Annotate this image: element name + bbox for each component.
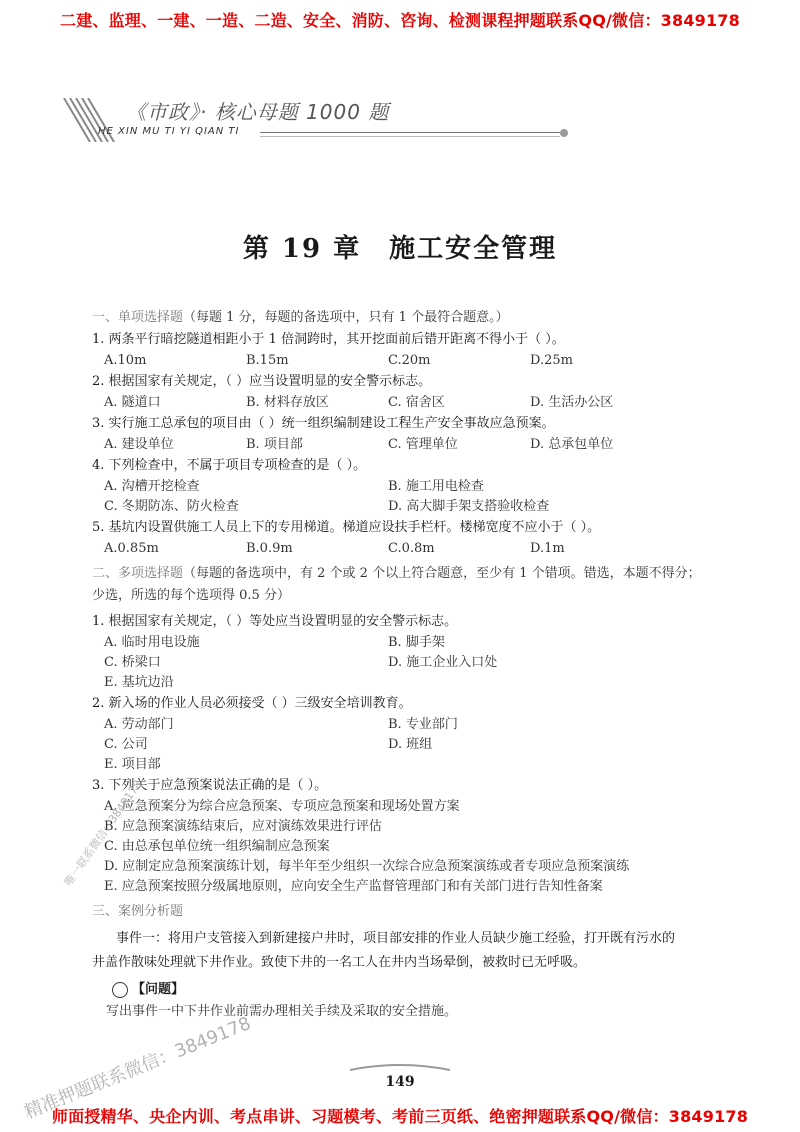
option: C.20m [388, 353, 431, 368]
section-note: （每题 1 分，每题的备选项中，只有 1 个最符合题意。） [183, 310, 509, 325]
option: D. 生活办公区 [530, 395, 614, 410]
question-label [92, 979, 732, 1001]
option: A. 建设单位 [104, 437, 174, 452]
question-item [92, 329, 732, 371]
page-content [92, 307, 732, 1023]
book-title: 《市政》· 核心母题 1000 题 [126, 100, 390, 124]
chapter-title: 第 19 章 施工安全管理 [242, 234, 558, 264]
question-item [92, 693, 732, 775]
question-text: 4. 下列检查中，不属于项目专项检查的是（ ）。 [92, 458, 367, 473]
option: B. 应急预案演练结束后，应对演练效果进行评估 [104, 819, 382, 834]
option: C. 冬期防冻、防火检查 [104, 499, 239, 514]
case-analysis-heading: 三、案例分析题 [92, 904, 184, 919]
option: C.0.8m [388, 541, 435, 556]
option-list [92, 539, 732, 559]
option: B. 脚手架 [388, 635, 445, 650]
option: A.0.85m [104, 541, 159, 556]
case-question-text: 写出事件一中下井作业前需办理相关手续及采取的安全措施。 [106, 1004, 458, 1019]
option: B.15m [246, 353, 289, 368]
page-number: 149 [385, 1074, 415, 1090]
watermark: 精准押题联系微信：3849178 [21, 1012, 254, 1124]
question-icon [112, 982, 128, 998]
question-item [92, 611, 732, 693]
option: E. 应急预案按照分级属地原则，应向安全生产监督管理部门和有关部门进行告知性备案 [104, 879, 603, 894]
section-title: 二、多项选择题 [92, 566, 184, 581]
option: D. 班组 [388, 737, 433, 752]
option: D. 高大脚手架支搭验收检查 [388, 499, 550, 514]
question-item [92, 371, 732, 413]
section-title: 一、单项选择题 [92, 310, 184, 325]
case-event-text: 事件一：将用户支管接入到新建接户井时，项目部安排的作业人员缺少施工经验，打开既有污水的 [116, 931, 676, 946]
option-list [92, 393, 732, 413]
option: B. 专业部门 [388, 717, 458, 732]
section-note: （每题的备选项中，有 2 个或 2 个以上符合题意，至少有 1 个错项。错选，本题不得分； [183, 566, 701, 581]
question-text: 1. 两条平行暗挖隧道相距小于 1 倍洞跨时，其开挖面前后错开距离不得小于（ ）。 [92, 332, 565, 347]
option: A. 沟槽开挖检查 [104, 479, 200, 494]
question-text: 3. 实行施工总承包的项目由（ ）统一组织编制建设工程生产安全事故应急预案。 [92, 416, 555, 431]
option: C. 管理单位 [388, 437, 458, 452]
single-choice-heading [92, 307, 732, 329]
option: B. 材料存放区 [246, 395, 329, 410]
question-text: 1. 根据国家有关规定，（ ）等处应当设置明显的安全警示标志。 [92, 614, 458, 629]
option: D.1m [530, 541, 565, 556]
option: C. 宿舍区 [388, 395, 445, 410]
option: A. 劳动部门 [104, 717, 174, 732]
option: A. 应急预案分为综合应急预案、专项应急预案和现场处置方案 [104, 799, 460, 814]
option: D. 总承包单位 [530, 437, 614, 452]
bottom-ad-banner: 师面授精华、央企内训、考点串讲、习题模考、考前三页纸、绝密押题联系QQ/微信：3849178 [51, 1107, 749, 1126]
option: B. 施工用电检查 [388, 479, 484, 494]
option-list [92, 797, 732, 897]
option: B. 项目部 [246, 437, 303, 452]
option: D. 应制定应急预案演练计划，每半年至少组织一次综合应急预案演练或者专项应急预案演练 [104, 859, 630, 874]
multiple-choice-heading [92, 563, 732, 585]
question-text: 5. 基坑内设置供施工人员上下的专用梯道。梯道应设扶手栏杆。楼梯宽度不应小于（ ）。 [92, 520, 601, 535]
book-subtitle: HE XIN MU TI YI QIAN TI [98, 126, 240, 137]
option-list [92, 633, 732, 693]
option: C. 公司 [104, 737, 148, 752]
section-note-continued [92, 585, 732, 607]
question-text: 3. 下列关于应急预案说法正确的是（ ）。 [92, 778, 328, 793]
option: C. 桥梁口 [104, 655, 161, 670]
case-event-text-continued: 井盖作散味处理就下井作业。致使下井的一名工人在井内当场晕倒，被救时已无呼吸。 [92, 955, 587, 970]
section-note: 少选，所选的每个选项得 0.5 分） [92, 588, 290, 603]
question-item [92, 413, 732, 455]
question-item [92, 517, 732, 559]
option-list [92, 715, 732, 775]
page-number-decoration [350, 1062, 450, 1072]
question-text: 2. 新入场的作业人员必须接受（ ）三级安全培训教育。 [92, 696, 412, 711]
header-rule [260, 132, 560, 137]
option-list [92, 477, 732, 517]
question-item [92, 775, 732, 897]
option-list [92, 351, 732, 371]
header-dot [560, 129, 568, 137]
option: E. 基坑边沿 [104, 675, 174, 690]
option: D.25m [530, 353, 573, 368]
option: C. 由总承包单位统一组织编制应急预案 [104, 839, 330, 854]
top-ad-banner: 二建、监理、一建、一造、二造、安全、消防、咨询、检测课程押题联系QQ/微信：3849178 [60, 11, 740, 30]
option: A. 隧道口 [104, 395, 161, 410]
option: D. 施工企业入口处 [388, 655, 498, 670]
question-item [92, 455, 732, 517]
option: E. 项目部 [104, 757, 161, 772]
option-list [92, 435, 732, 455]
book-header [60, 92, 580, 148]
option: A. 临时用电设施 [104, 635, 200, 650]
option: B.0.9m [246, 541, 293, 556]
question-text: 2. 根据国家有关规定，（ ）应当设置明显的安全警示标志。 [92, 374, 432, 389]
watermark: 唯一联系微信：3849178 [61, 777, 145, 889]
option: A.10m [104, 353, 147, 368]
question-label-text: 【问题】 [132, 982, 185, 997]
